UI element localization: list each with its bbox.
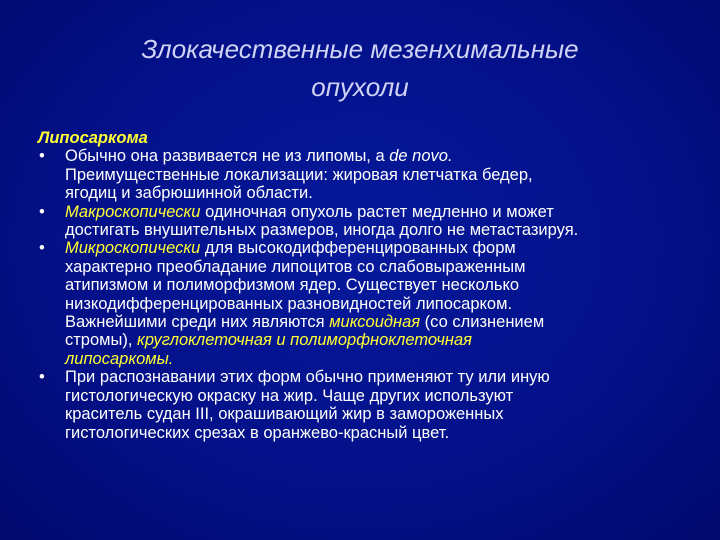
section-heading: Липосаркома xyxy=(38,129,148,147)
slide-body xyxy=(38,129,698,442)
bullet-3-line-4: низкодифференцированных разновидностей липосарком. xyxy=(65,294,513,313)
bullet-3-line-2: характерно преобладание липоцитов со слабовыраженным xyxy=(65,257,526,276)
bullet-3-line-7: липосаркомы. xyxy=(65,349,174,368)
bullet-4-line-2: гистологическую окраску на жир. Чаще других используют xyxy=(65,386,514,405)
bullet-dot: • xyxy=(39,368,45,387)
de-novo-term: de novo. xyxy=(389,147,453,166)
bullet-3-line-6: стромы), круглоклеточная и полиморфноклеточная xyxy=(65,331,472,350)
slide-title-line-1: Злокачественные мезенхимальные xyxy=(141,34,579,64)
slide-title-line-2: опухоли xyxy=(311,72,409,102)
round-cell-term: круглоклеточная и полиморфноклеточная xyxy=(137,331,472,350)
bullet-dot: • xyxy=(39,239,45,258)
bullet-2-line-2: достигать внушительных размеров, иногда долго не метастазируя. xyxy=(65,221,579,240)
bullet-3-line-3: атипизмом и полиморфизмом ядер. Существует несколько xyxy=(65,276,520,295)
bullet-dot: • xyxy=(39,202,45,221)
bullet-item-2 xyxy=(38,203,698,240)
bullet-3-line-5: Важнейшими среди них являются миксоидная (со слизнением xyxy=(65,313,545,332)
myxoid-term: миксоидная xyxy=(329,313,421,332)
bullet-item-1 xyxy=(38,147,698,202)
bullet-1-line-1: Обычно она развивается не из липомы, а de novo. xyxy=(65,147,453,166)
bullet-4-line-1: При распознавании этих форм обычно применяют ту или иную xyxy=(65,368,550,387)
bullet-4-line-3: краситель судан III, окрашивающий жир в замороженных xyxy=(65,405,504,424)
slide-title xyxy=(40,30,680,106)
bullet-2-line-1: Макроскопически одиночная опухоль растет медленно и может xyxy=(65,202,554,221)
bullet-dot: • xyxy=(39,147,45,166)
bullet-4-line-4: гистологических срезах в оранжево-красный цвет. xyxy=(65,423,450,442)
bullet-1-line-2: Преимущественные локализации: жировая клетчатка бедер, xyxy=(65,165,533,184)
microscopic-term: Микроскопически xyxy=(65,239,201,258)
bullet-item-4 xyxy=(38,368,698,442)
bullet-item-3 xyxy=(38,239,698,368)
macroscopic-term: Макроскопически xyxy=(65,202,201,221)
bullet-3-line-1: Микроскопически для высокодифференцированных форм xyxy=(65,239,516,258)
bullet-list xyxy=(38,147,698,442)
bullet-1-line-3: ягодиц и забрюшинной области. xyxy=(65,184,313,203)
